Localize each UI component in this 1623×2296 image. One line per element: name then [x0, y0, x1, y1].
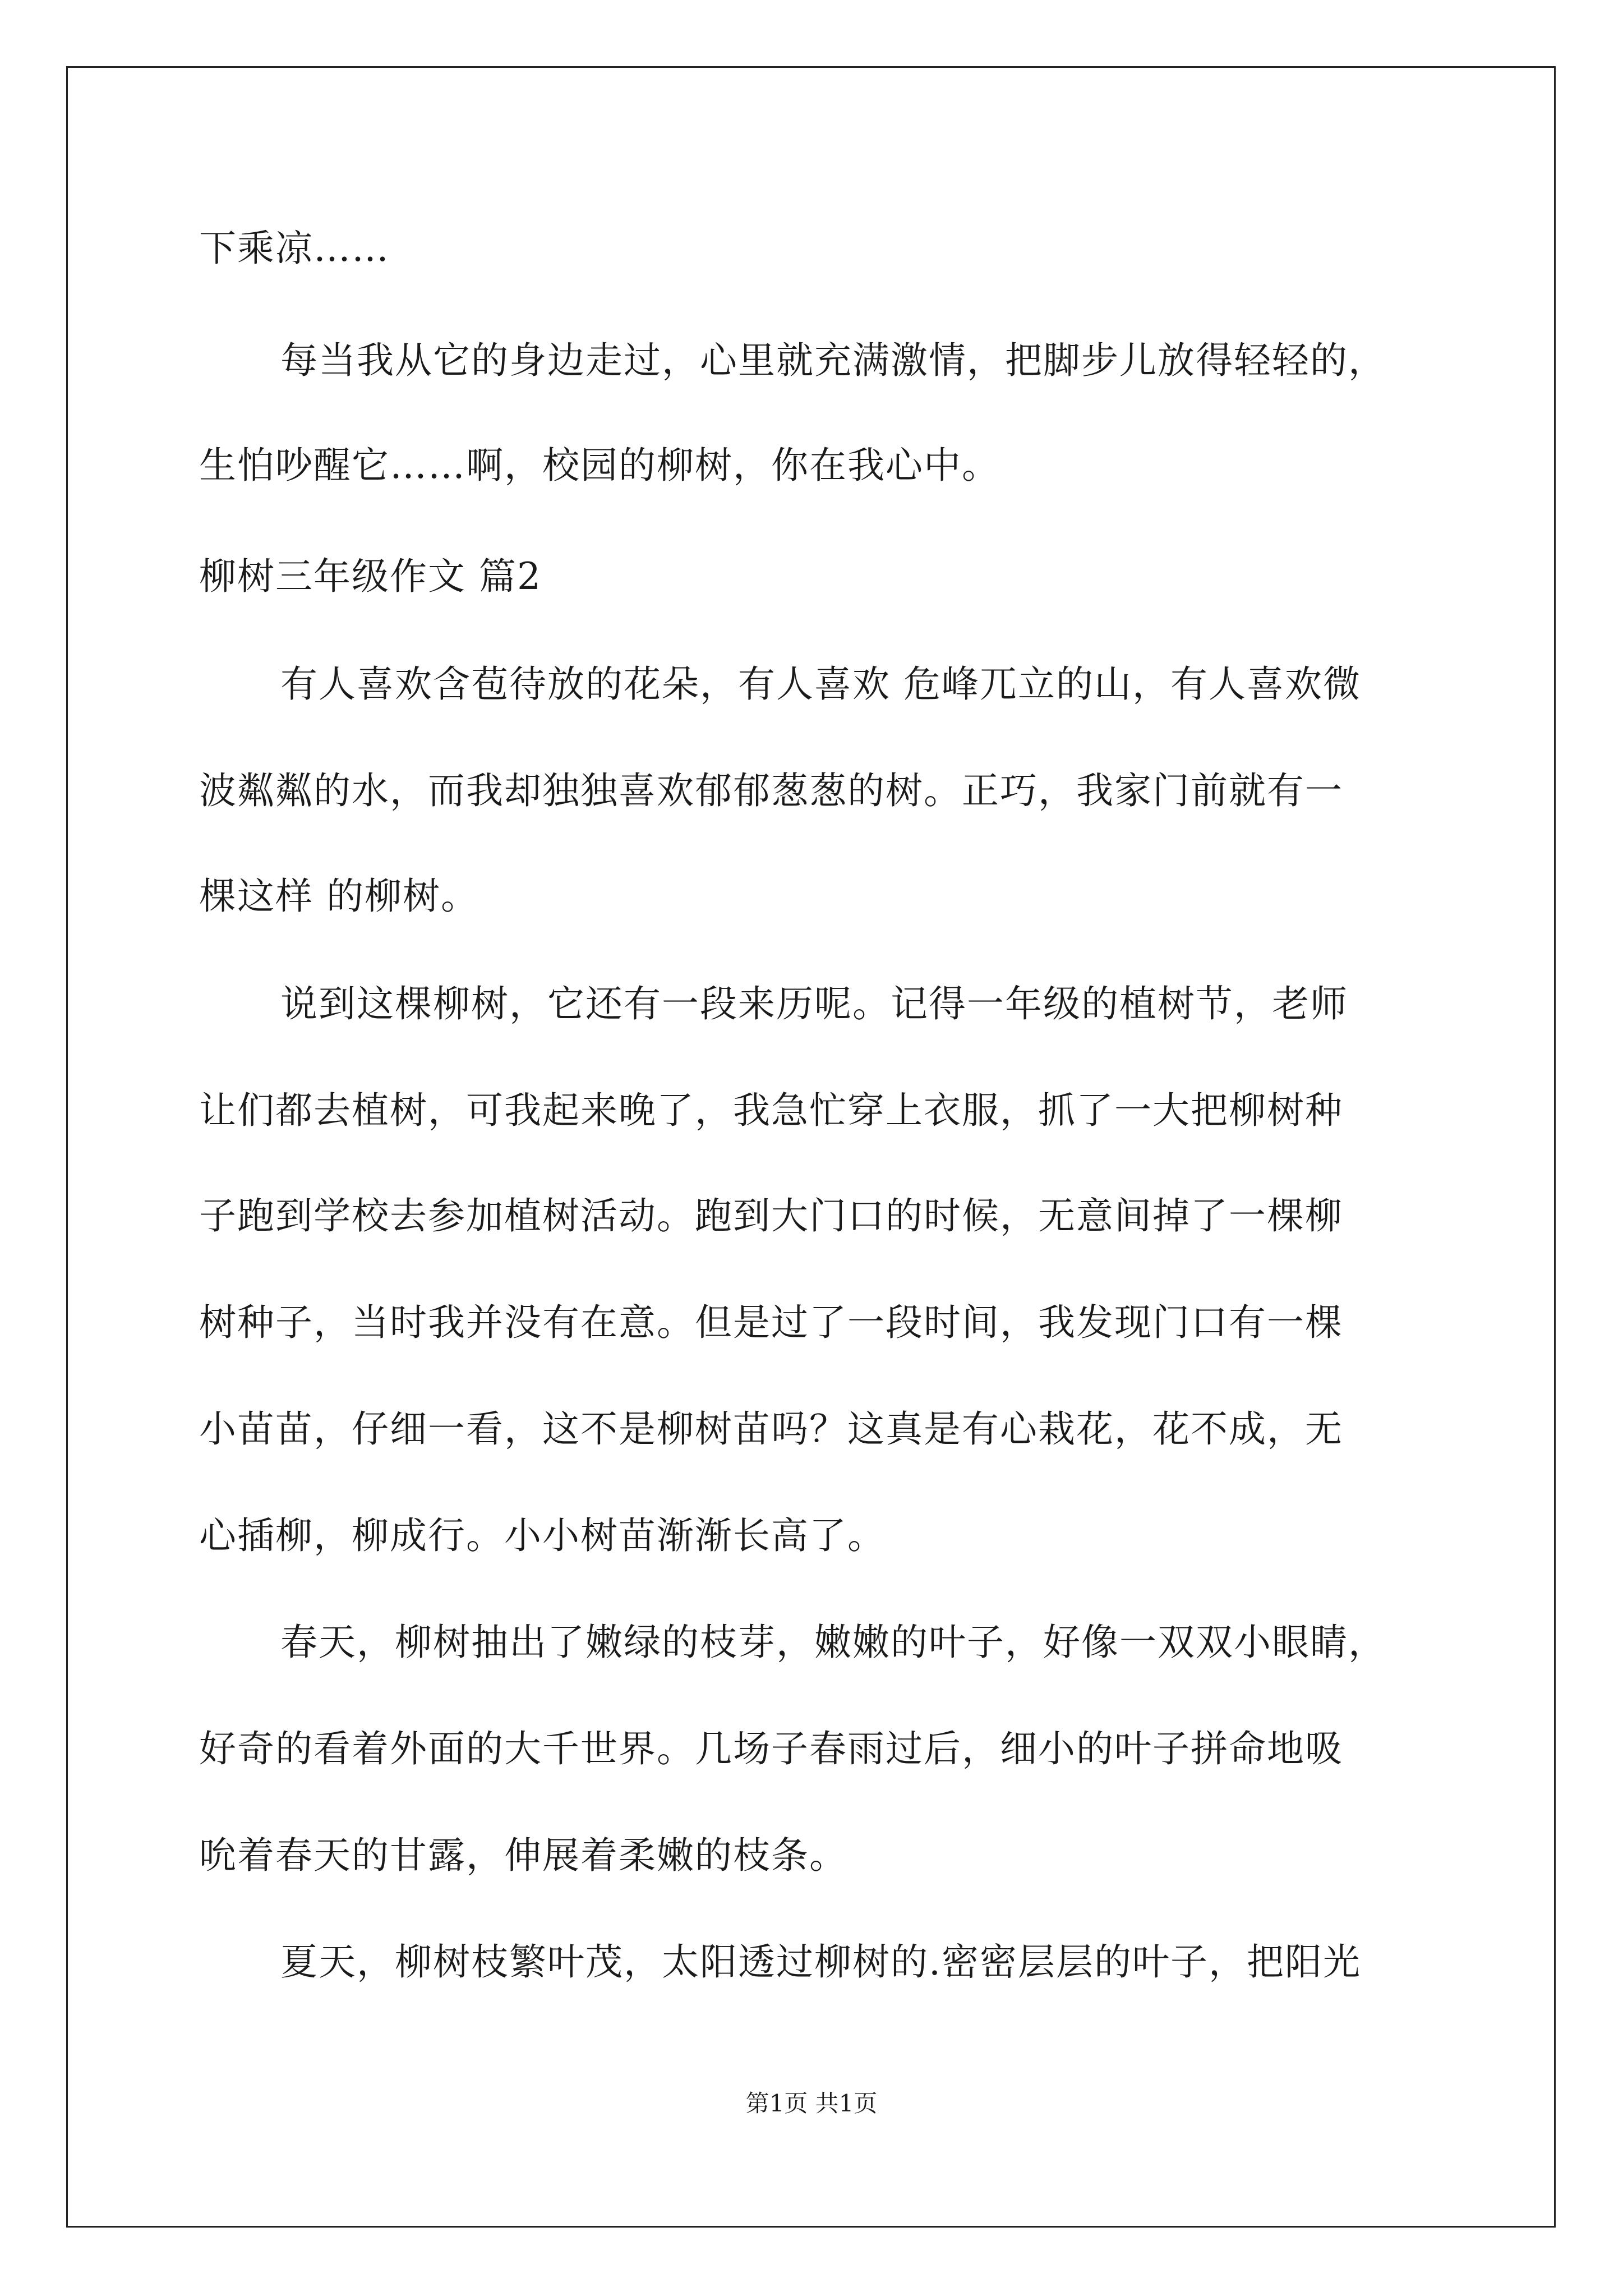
text-line-1: 下乘凉……	[199, 227, 390, 270]
text-line-10: 子跑到学校去参加植树活动。跑到大门口的时候，无意间掉了一棵柳	[199, 1194, 1343, 1237]
text-line-11: 树种子，当时我并没有在意。但是过了一段时间，我发现门口有一棵	[199, 1301, 1343, 1344]
text-line-6: 波粼粼的水，而我却独独喜欢郁郁葱葱的树。正巧，我家门前就有一	[199, 769, 1343, 812]
text-line-5: 有人喜欢含苞待放的花朵，有人喜欢 危峰兀立的山，有人喜欢微	[280, 662, 1361, 706]
text-line-16: 吮着春天的甘露，伸展着柔嫩的枝条。	[199, 1834, 847, 1877]
text-line-9: 让们都去植树，可我起来晚了，我急忙穿上衣服，抓了一大把柳树种	[199, 1089, 1343, 1132]
text-line-2: 每当我从它的身边走过，心里就充满激情，把脚步儿放得轻轻的，	[280, 339, 1386, 382]
text-line-15: 好奇的看着外面的大千世界。几场子春雨过后，细小的叶子拼命地吸	[199, 1727, 1343, 1770]
text-line-8: 说到这棵柳树，它还有一段来历呢。记得一年级的植树节，老师	[280, 982, 1348, 1025]
page-number-footer: 第1页 共1页	[745, 2090, 878, 2117]
text-line-17: 夏天，柳树枝繁叶茂，太阳透过柳树的.密密层层的叶子，把阳光	[280, 1940, 1361, 1984]
text-line-3: 生怕吵醒它……啊，校园的柳树，你在我心中。	[199, 444, 1000, 487]
section-heading: 柳树三年级作文 篇2	[199, 555, 542, 598]
text-line-12: 小苗苗，仔细一看，这不是柳树苗吗？这真是有心栽花，花不成，无	[199, 1407, 1343, 1451]
text-line-14: 春天，柳树抽出了嫩绿的枝芽，嫩嫩的叶子，好像一双双小眼睛，	[280, 1621, 1386, 1664]
page-border	[66, 66, 1556, 2228]
text-line-13: 心插柳，柳成行。小小树苗渐渐长高了。	[199, 1514, 886, 1557]
text-line-7: 棵这样 的柳树。	[199, 875, 479, 918]
